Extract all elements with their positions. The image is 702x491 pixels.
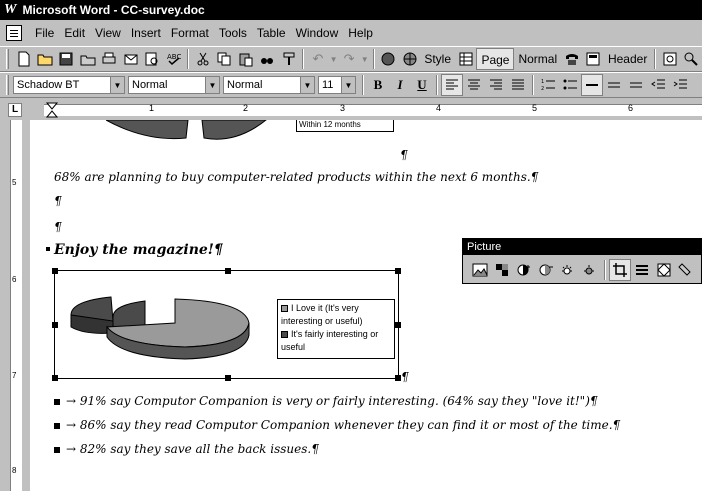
picture-toolbar-buttons	[463, 255, 701, 281]
align-center-icon[interactable]	[463, 74, 485, 96]
previous-pie-chart-fragment	[106, 120, 276, 144]
legend-swatch	[281, 305, 288, 312]
menu-file[interactable]: File	[35, 26, 55, 40]
bullet-square-icon	[54, 447, 60, 453]
vertical-ruler-track[interactable]	[10, 120, 22, 491]
legend-item	[281, 328, 391, 354]
toolbar-separator	[362, 75, 364, 95]
vruler-number: 8	[12, 466, 17, 475]
legend-item	[281, 302, 391, 328]
svg-text:2: 2	[541, 86, 545, 92]
font-size-value: 11	[322, 79, 334, 91]
menu-bar	[0, 22, 702, 44]
resize-handle-bottom[interactable]	[225, 375, 231, 381]
section-heading: Enjoy the magazine!¶	[54, 242, 223, 258]
style-dropdown[interactable]	[128, 76, 220, 94]
chart-legend	[277, 299, 395, 359]
legend-label: I Love it (It's very interesting or useful)	[281, 303, 363, 326]
tab-selector[interactable]: L	[8, 103, 22, 117]
crop-icon[interactable]	[609, 259, 631, 281]
picture-line-style-icon[interactable]	[631, 259, 653, 281]
toolbar-separator	[654, 49, 656, 69]
web-toolbar-icon[interactable]	[399, 48, 420, 70]
spelling-icon[interactable]	[163, 48, 184, 70]
copy-icon[interactable]	[214, 48, 235, 70]
font-name-value: Schadow BT	[17, 79, 80, 91]
empty-paragraph-mark: ¶	[54, 220, 62, 234]
bullets-icon[interactable]	[559, 74, 581, 96]
justify-icon[interactable]	[507, 74, 529, 96]
undo-icon[interactable]: ↶	[312, 51, 324, 66]
toolbar-grip[interactable]	[6, 49, 9, 69]
standard-toolbar	[0, 46, 702, 72]
toolbar-separator	[532, 75, 534, 95]
font-value: Normal	[227, 79, 263, 91]
more-brightness-icon[interactable]	[557, 259, 579, 281]
redo-icon[interactable]: ↷	[343, 51, 355, 66]
bullet-text: → 91% say Computor Companion is very or fairly interesting. (64% say they "love it!")¶	[66, 394, 598, 408]
ruler-number: 5	[532, 103, 538, 113]
window-title: Microsoft Word - CC-survey.doc	[22, 3, 205, 17]
header-button[interactable]: Header	[607, 52, 648, 66]
picture-toolbar-title[interactable]: Picture	[463, 239, 701, 255]
resize-handle-right[interactable]	[395, 322, 401, 328]
tables-borders-icon[interactable]	[455, 48, 476, 70]
resize-handle-left[interactable]	[52, 322, 58, 328]
increase-indent-icon[interactable]	[669, 74, 691, 96]
more-contrast-icon[interactable]	[513, 259, 535, 281]
document-map-icon[interactable]	[659, 48, 680, 70]
toolbar-separator	[302, 49, 304, 69]
zoom-icon[interactable]	[681, 48, 702, 70]
formatting-toolbar	[0, 72, 702, 98]
paste-icon[interactable]	[235, 48, 256, 70]
font-size-dropdown[interactable]	[318, 76, 356, 94]
border-icon[interactable]	[581, 74, 603, 96]
toolbar-separator	[373, 49, 375, 69]
menu-insert[interactable]: Insert	[130, 26, 161, 40]
page-view-button[interactable]: Page	[476, 48, 514, 70]
menu-format[interactable]: Format	[170, 26, 209, 40]
italic-button[interactable]: I	[397, 77, 403, 92]
chevron-down-icon[interactable]: ▼	[341, 77, 355, 93]
paragraph-mark: ¶	[401, 370, 409, 384]
less-contrast-icon[interactable]	[535, 259, 557, 281]
format-picture-icon[interactable]	[653, 259, 675, 281]
style-value: Normal	[132, 79, 168, 91]
toolbar-separator	[436, 75, 438, 95]
chevron-down-icon[interactable]: ▼	[205, 77, 219, 93]
telephone-icon[interactable]	[561, 48, 582, 70]
resize-handle-top-left[interactable]	[52, 268, 58, 274]
style-button[interactable]: Style	[424, 52, 452, 66]
email-icon[interactable]	[120, 48, 141, 70]
legend-label: It's fairly interesting or useful	[281, 329, 379, 352]
word-logo-icon: W	[4, 2, 17, 17]
find-binoculars-icon[interactable]	[256, 48, 277, 70]
pie-chart-graphic	[65, 287, 265, 365]
format-painter-icon[interactable]	[278, 48, 299, 70]
vertical-ruler[interactable]	[0, 120, 30, 491]
menu-window[interactable]: Window	[295, 26, 339, 40]
undo-dropdown-icon[interactable]: ▼	[329, 54, 338, 64]
toolbar-separator	[187, 49, 189, 69]
list-item	[54, 394, 598, 408]
save-web-icon[interactable]	[77, 48, 98, 70]
ruler-number: 2	[243, 103, 249, 113]
print-preview-icon[interactable]	[141, 48, 162, 70]
resize-handle-top-right[interactable]	[395, 268, 401, 274]
svg-text:ABC: ABC	[166, 53, 181, 61]
underline-button[interactable]: U	[417, 77, 427, 92]
vruler-number: 6	[12, 275, 17, 284]
bullet-text: → 82% say they save all the back issues.¶	[66, 442, 319, 456]
menu-tools[interactable]: Tools	[218, 26, 247, 40]
cut-icon[interactable]	[192, 48, 213, 70]
font-dropdown[interactable]	[223, 76, 315, 94]
font-name-dropdown[interactable]	[13, 76, 125, 94]
resize-handle-top[interactable]	[225, 268, 231, 274]
bold-button[interactable]: B	[373, 77, 383, 92]
bullet-text: → 86% say they read Computor Companion whenever they can find it or most of the time.¶	[66, 418, 621, 432]
menu-view[interactable]: View	[95, 26, 121, 40]
title-bar	[0, 0, 702, 20]
sentence-purchase-plans: 68% are planning to buy computer-related products within the next 6 months.¶	[54, 170, 539, 184]
empty-paragraph-mark: ¶	[54, 194, 62, 208]
new-document-icon[interactable]	[13, 48, 34, 70]
paragraph-mark: ¶	[400, 148, 408, 162]
vruler-number: 5	[12, 178, 17, 187]
header-footer-icon[interactable]	[583, 48, 604, 70]
chevron-down-icon[interactable]: ▼	[300, 77, 314, 93]
ruler-number: 3	[340, 103, 346, 113]
line-style-icon[interactable]	[603, 74, 625, 96]
document-icon[interactable]	[6, 25, 22, 41]
heading-bullet	[46, 247, 50, 251]
previous-legend-label: Within 12 months	[299, 120, 361, 129]
hyperlink-globe-icon[interactable]	[378, 48, 399, 70]
save-disk-icon[interactable]	[56, 48, 77, 70]
indent-marker-icon[interactable]	[46, 102, 58, 118]
numbering-icon[interactable]	[537, 74, 559, 96]
insert-picture-icon[interactable]	[469, 259, 491, 281]
menu-help[interactable]: Help	[348, 26, 373, 40]
svg-text:1: 1	[541, 79, 545, 85]
bullet-square-icon	[54, 399, 60, 405]
print-icon[interactable]	[99, 48, 120, 70]
image-control-icon[interactable]	[491, 259, 513, 281]
ruler-number: 1	[149, 103, 155, 113]
less-brightness-icon[interactable]	[579, 259, 601, 281]
ruler-number: 4	[436, 103, 442, 113]
ruler-track[interactable]	[44, 104, 702, 116]
toolbar-separator	[604, 260, 606, 280]
document-page[interactable]	[30, 120, 702, 491]
menu-edit[interactable]: Edit	[64, 26, 86, 40]
list-item	[54, 418, 620, 432]
legend-swatch	[281, 331, 288, 338]
align-left-icon[interactable]	[441, 74, 463, 96]
menu-table[interactable]: Table	[256, 26, 286, 40]
horizontal-ruler[interactable]	[0, 100, 702, 120]
resize-handle-bottom-left[interactable]	[52, 375, 58, 381]
normal-view-button[interactable]: Normal	[518, 52, 558, 66]
pie-chart-object[interactable]	[54, 270, 399, 379]
previous-chart-legend	[296, 120, 394, 132]
ruler-number: 6	[628, 103, 634, 113]
chevron-down-icon[interactable]: ▼	[110, 77, 124, 93]
align-right-icon[interactable]	[485, 74, 507, 96]
redo-dropdown-icon[interactable]: ▼	[360, 54, 369, 64]
set-transparent-color-icon[interactable]	[675, 259, 697, 281]
bullet-square-icon	[54, 423, 60, 429]
list-item	[54, 442, 319, 456]
vruler-number: 7	[12, 371, 17, 380]
decrease-indent-icon[interactable]	[647, 74, 669, 96]
open-folder-icon[interactable]	[34, 48, 55, 70]
picture-toolbar[interactable]	[462, 238, 702, 284]
line-weight-icon[interactable]	[625, 74, 647, 96]
toolbar-grip[interactable]	[6, 75, 9, 95]
